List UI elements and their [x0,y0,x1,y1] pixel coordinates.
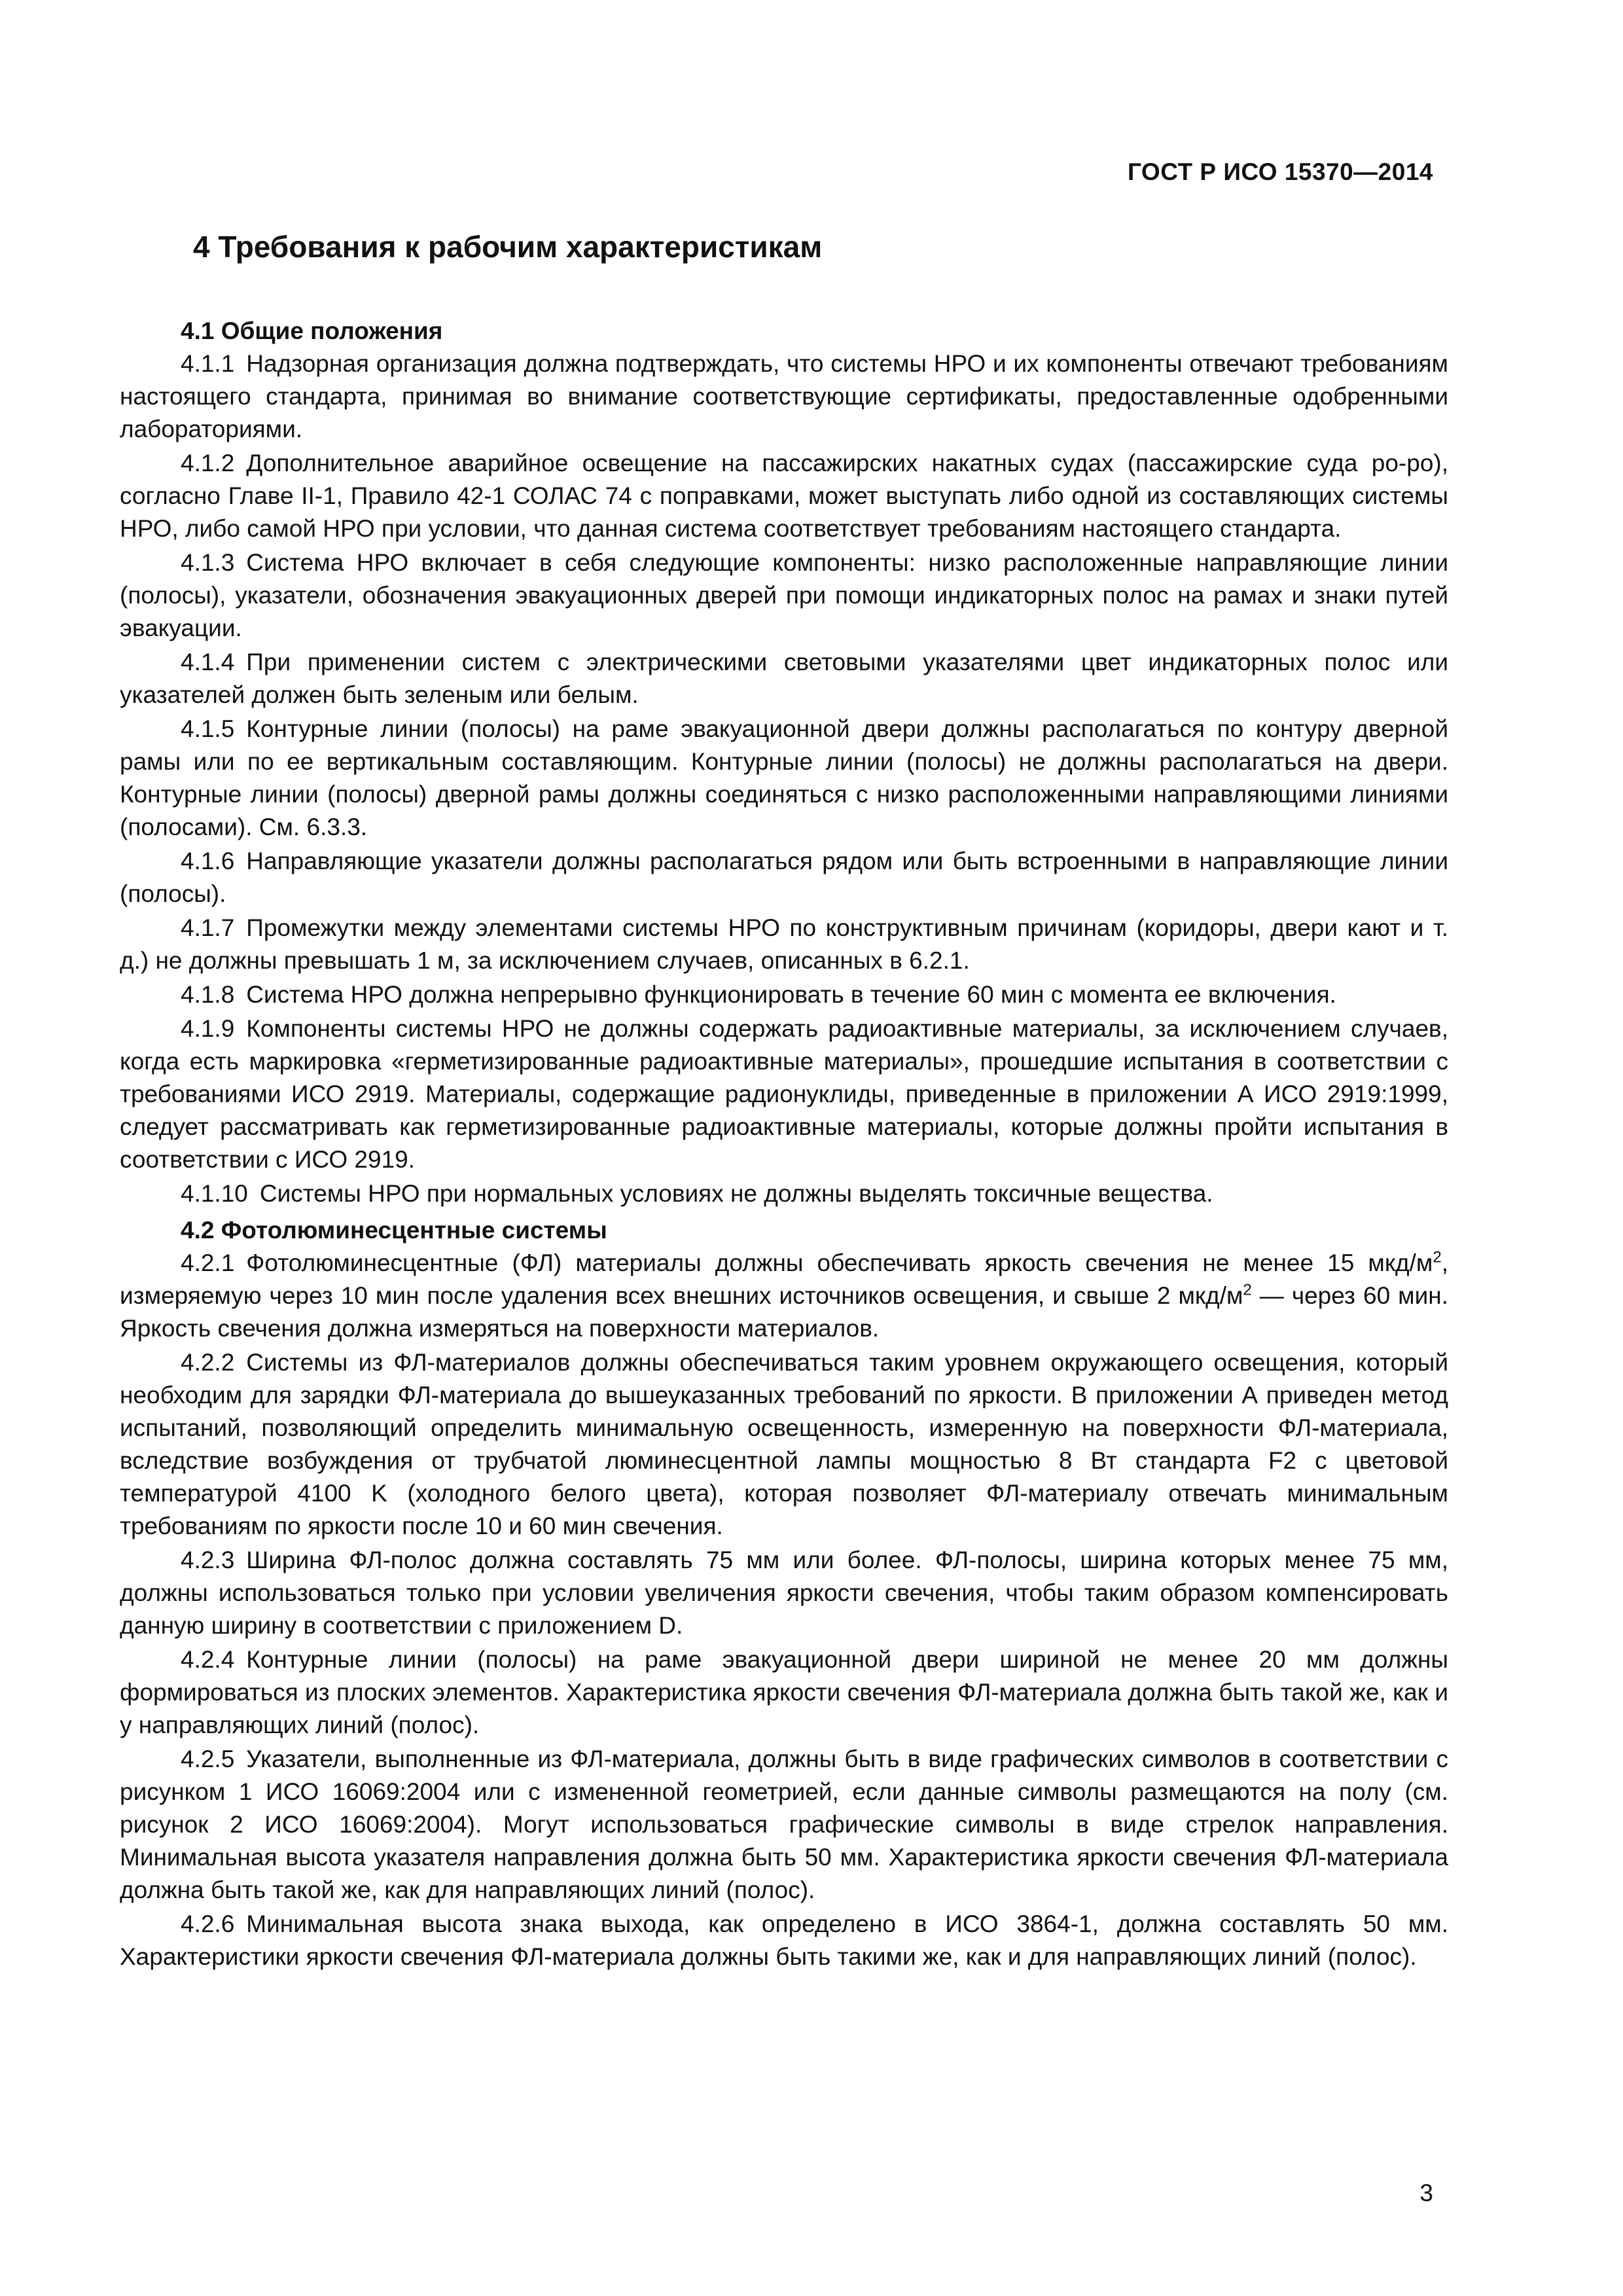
paragraph-number: 4.1.7 [181,914,235,941]
paragraph-4-1-1 [120,348,1448,446]
superscript: 2 [1243,1281,1252,1299]
paragraph-text: Компоненты системы НРО не должны содержать радиоактивные материалы, за исключением случаев, когда есть маркировка «герметизированные радиоактивные материалы», прошедшие испытания в соответствии с требованиями ИСО 2919. Материалы, содержащие радионуклиды, приведенные в приложении А ИСО 2919:1999, следует рассматривать как герметизированные радиоактивные материалы, которые должны пройти испытания в соответствии с ИСО 2919. [120,1015,1448,1173]
paragraph-number: 4.1.6 [181,848,235,874]
paragraph-text: Минимальная высота знака выхода, как определено в ИСО 3864-1, должна составлять 50 мм. Характеристики яркости свечения ФЛ-материала должны быть такими же, как и для направляющих линий (полос). [120,1910,1448,1970]
paragraph-text: Ширина ФЛ-полос должна составлять 75 мм или более. ФЛ-полосы, ширина которых менее 75 мм, должны использоваться только при условии увеличения яркости свечения, чтобы таким образом компенсировать данную ширину в соответствии с приложением D. [120,1547,1448,1639]
paragraph-text: Системы НРО при нормальных условиях не должны выделять токсичные вещества. [259,1180,1213,1207]
paragraph-number: 4.1.4 [181,649,235,675]
paragraph-text-part: , измеряемую через 10 мин после удаления всех внешних источников освещения, и свыше 2 мкд/м [120,1249,1448,1309]
paragraph-4-2-6 [120,1908,1448,1973]
superscript: 2 [1433,1248,1442,1266]
paragraph-4-2-2 [120,1346,1448,1543]
paragraph-number: 4.2.3 [181,1547,235,1573]
paragraph-text: Контурные линии (полосы) на раме эвакуационной двери должны располагаться по контуру дверной рамы или по ее вертикальным составляющим. Контурные линии (полосы) не должны располагаться на двери. Контурные линии (полосы) дверной рамы должны соединяться с низко расположенными направляющими линиями (полосами). См. 6.3.3. [120,715,1448,840]
paragraph-4-1-7 [120,912,1448,977]
paragraph-4-2-4 [120,1643,1448,1742]
paragraph-number: 4.1.5 [181,715,235,742]
paragraph-text: Надзорная организация должна подтверждать, что системы НРО и их компоненты отвечают требованиям настоящего стандарта, принимая во внимание соответствующие сертификаты, предоставленные одобренными лабораториями. [120,350,1448,442]
paragraph-4-2-3 [120,1544,1448,1642]
paragraph-4-1-9 [120,1013,1448,1176]
paragraph-number: 4.1.10 [181,1180,248,1207]
section-title: 4 Требования к рабочим характеристикам [193,230,823,264]
paragraph-4-1-2 [120,447,1448,545]
paragraph-text-part: Фотолюминесцентные (ФЛ) материалы должны обеспечивать яркость свечения не менее 15 мкд/м [246,1249,1433,1276]
paragraph-number: 4.1.9 [181,1015,235,1042]
paragraph-number: 4.2.1 [181,1249,235,1276]
paragraph-text: Направляющие указатели должны располагаться рядом или быть встроенными в направляющие линии (полосы). [120,848,1448,907]
paragraph-4-1-5 [120,713,1448,844]
paragraph-text: Дополнительное аварийное освещение на пассажирских накатных судах (пассажирские суда ро-ро), согласно Главе II-1, Правило 42-1 СОЛАС 74 с поправками, может выступать либо одной из составляющих системы НРО, либо самой НРО при условии, что данная система соответствует требованиям настоящего стандарта. [120,450,1448,542]
page-content [120,226,1448,1975]
paragraph-text: При применении систем с электрическими световыми указателями цвет индикаторных полос или указателей должен быть зеленым или белым. [120,649,1448,708]
paragraph-4-1-3 [120,547,1448,645]
paragraph-4-2-1 [120,1247,1448,1345]
paragraph-number: 4.1.8 [181,981,235,1008]
paragraph-text: Контурные линии (полосы) на раме эвакуационной двери шириной не менее 20 мм должны формироваться из плоских элементов. Характеристика яркости свечения ФЛ-материала должна быть такой же, как и у направляющих линий (полос). [120,1646,1448,1738]
paragraph-4-1-10 [120,1177,1448,1210]
paragraph-number: 4.1.1 [181,350,235,377]
paragraph-number: 4.1.2 [181,450,235,476]
paragraph-number: 4.2.6 [181,1910,235,1937]
paragraph-number: 4.2.5 [181,1746,235,1772]
paragraph-4-1-8 [120,978,1448,1011]
paragraph-text: Система НРО включает в себя следующие компоненты: низко расположенные направляющие линии (полосы), указатели, обозначения эвакуационных дверей при помощи индикаторных полос на рамах и знаки путей эвакуации. [120,549,1448,641]
subsection-title-4-1: 4.1 Общие положения [181,317,443,344]
paragraph-text: Указатели, выполненные из ФЛ-материала, должны быть в виде графических символов в соответствии с рисунком 1 ИСО 16069:2004 или с измененной геометрией, если данные символы размещаются на полу (см. рисунок 2 ИСО 16069:2004). Могут использоваться графические символы в виде стрелок направления. Минимальная высота указателя направления должна быть 50 мм. Характеристика яркости свечения ФЛ-материала должна быть такой же, как для направляющих линий (полос). [120,1746,1448,1903]
paragraph-text: Промежутки между элементами системы НРО по конструктивным причинам (коридоры, двери кают и т. д.) не должны превышать 1 м, за исключением случаев, описанных в 6.2.1. [120,914,1448,974]
document-code: ГОСТ Р ИСО 15370—2014 [1127,158,1433,185]
paragraph-text: Системы из ФЛ-материалов должны обеспечиваться таким уровнем окружающего освещения, который необходим для зарядки ФЛ-материала до вышеуказанных требований по яркости. В приложении А приведен метод испытаний, позволяющий определить минимальную освещенность, измеренную на поверхности ФЛ-материала, вследствие возбуждения от трубчатой люминесцентной лампы мощностью 8 Вт стандарта F2 с цветовой температурой 4100 K (холодного белого цвета), которая позволяет ФЛ-материалу отвечать минимальным требованиям по яркости после 10 и 60 мин свечения. [120,1349,1448,1539]
paragraph-4-1-6 [120,845,1448,910]
paragraph-4-2-5 [120,1743,1448,1907]
paragraph-text-part: — через 60 мин. Яркость свечения должна измеряться на поверхности материалов. [120,1282,1448,1342]
paragraph-number: 4.2.4 [181,1646,235,1673]
page-number: 3 [1419,2179,1433,2206]
paragraph-4-1-4 [120,646,1448,711]
paragraph-number: 4.1.3 [181,549,235,576]
paragraph-number: 4.2.2 [181,1349,235,1376]
subsection-title-4-2: 4.2 Фотолюминесцентные системы [181,1217,607,1244]
paragraph-text: Система НРО должна непрерывно функционировать в течение 60 мин с момента ее включения. [246,981,1336,1008]
